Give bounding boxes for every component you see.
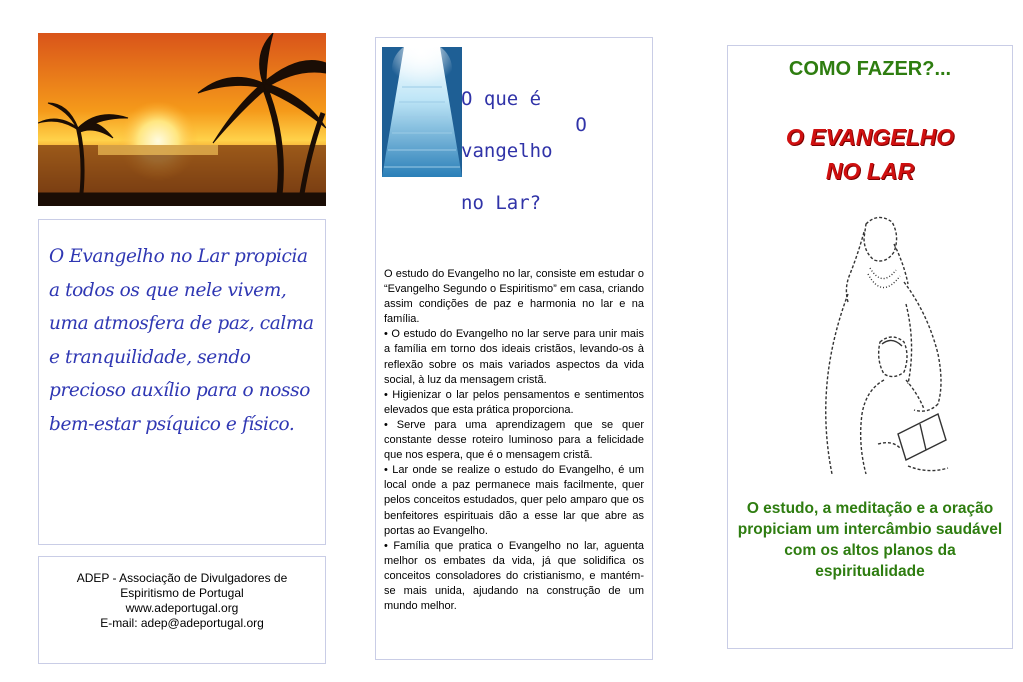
- website-link[interactable]: www.adeportugal.org: [125, 601, 239, 615]
- middle-title: O que é O vangelho no Lar?: [461, 88, 587, 214]
- sunset-palm-image: [38, 33, 326, 206]
- bullet-item: • Lar onde se realize o estudo do Evangelho, é um local onde a paz permanece mais facilmente, quer pelos conceitos estudados, quer pelo amparo que os benfeitores espirituais dão a esse lar que abre as portas ao Evangelho.: [384, 464, 644, 537]
- address-panel: [38, 556, 326, 664]
- email-link[interactable]: E-mail: adep@adeportugal.org: [100, 616, 264, 630]
- paragraph: O estudo do Evangelho no lar, consiste em estudar o “Evangelho Segundo o Espiritismo” em casa, criando assim condições de paz e harmonia no lar e na família.: [384, 268, 644, 326]
- right-panel: [727, 45, 1013, 649]
- right-caption: O estudo, a meditação e a oração propiciam um intercâmbio saudável com os altos planos da espiritualidade: [737, 500, 1003, 580]
- quote-text: O Evangelho no Lar propicia a todos os que nele vivem, uma atmosfera de paz, calma e tranquilidade, sendo precioso auxílio para o nosso bem-estar psíquico e físico.: [49, 246, 314, 435]
- bullet-item: • O estudo do Evangelho no lar serve para unir mais a família em torno dos ideais cristãos, levando-os à reflexão sobre os mais variados aspectos da vida social, à luz da mensagem cristã.: [384, 328, 644, 386]
- bullet-item: • Serve para uma aprendizagem que se quer constante desse roteiro luminoso para a felicidade que nos espera, que é o mensagem cristã.: [384, 418, 644, 462]
- middle-panel: [375, 37, 653, 660]
- bullet-item: • Higienizar o lar pelos pensamentos e sentimentos elevados que esta prática proporciona.: [384, 388, 644, 416]
- bullet-item: • Família que pratica o Evangelho no lar, aguenta melhor os embates da vida, já que solidifica os conceitos consoladores do cristianismo, e mantém-se mais unida, ajudando na construção de um mundo melhor.: [384, 539, 644, 613]
- gospel-title: [728, 120, 1012, 188]
- org-name-cont: Espiritismo de Portugal: [120, 586, 244, 600]
- org-name: ADEP - Associação de Divulgadores de: [76, 571, 288, 585]
- middle-body: [384, 267, 644, 614]
- how-to-heading: COMO FAZER?...: [788, 58, 952, 80]
- quote-panel: [38, 219, 326, 545]
- gospel-title-line1: O EVANGELHO: [785, 124, 955, 150]
- mother-son-reading-illustration: [788, 204, 968, 494]
- stairs-light-image: [382, 47, 462, 177]
- gospel-title-line2: NO LAR: [825, 158, 915, 184]
